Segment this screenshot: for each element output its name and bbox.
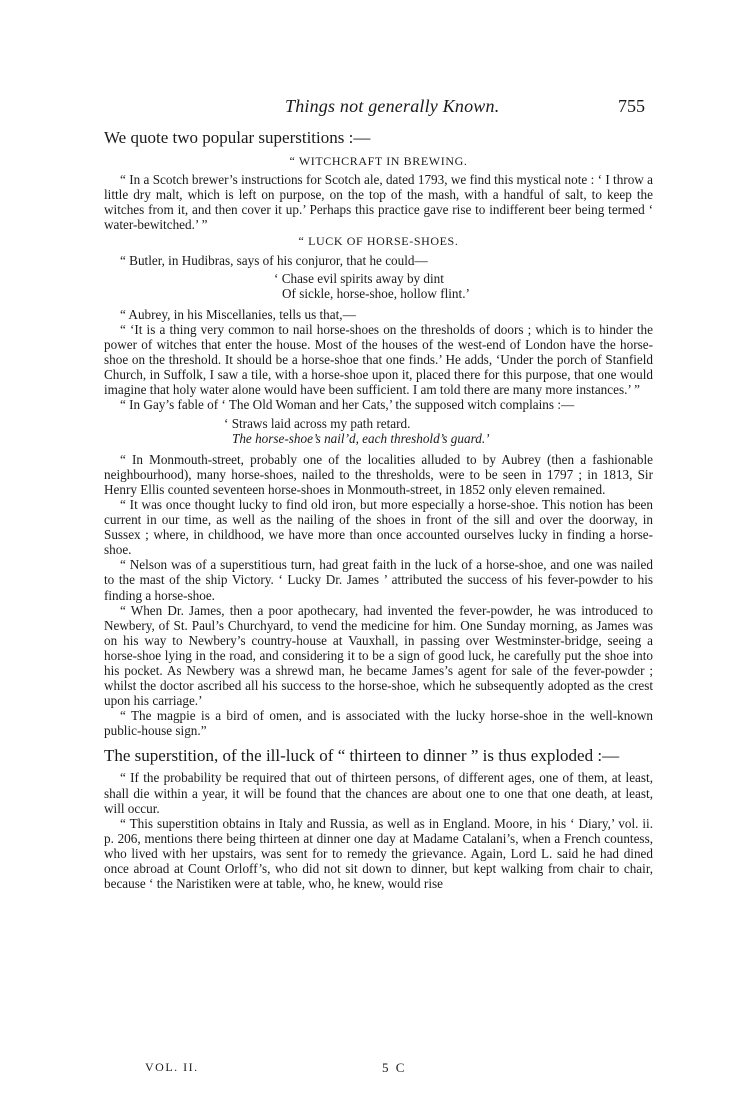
paragraph-nelson: “ Nelson was of a superstitious turn, had great faith in the luck of a horse-shoe, and one was nailed to the mast of the ship Victory. ‘ Lucky Dr. James ’ attributed the success of his fever-powder to his finding a horse-shoe.: [104, 557, 653, 603]
page-footer: [0, 1060, 743, 1078]
verse-line: Of sickle, horse-shoe, hollow flint.’: [282, 285, 470, 301]
paragraph-probability: “ If the probability be required that out of thirteen persons, of different ages, one of them, at least, shall die within a year, it will be found that the chances are about one to one that one death, at least, will occur.: [104, 770, 653, 816]
paragraph-gay: “ In Gay’s fable of ‘ The Old Woman and her Cats,’ the supposed witch complains :—: [120, 397, 575, 413]
paragraph-witchcraft: “ In a Scotch brewer’s instructions for Scotch ale, dated 1793, we find this mystical note : ‘ I throw a little dry malt, which is left on purpose, on the top of the mash, with a handful of salt, to keep the witches from it, and then cover it up.’ Perhaps this practice gave rise to indifferent beer being termed ‘ water-bewitched.’ ”: [104, 172, 653, 233]
page-number: 755: [618, 96, 645, 116]
verse-line: ‘ Straws laid across my path retard.: [224, 415, 411, 431]
intro-line: We quote two popular superstitions :—: [104, 128, 371, 147]
verse-gay: [104, 416, 653, 446]
section-heading-horse-shoes: “ LUCK OF HORSE-SHOES.: [298, 234, 459, 249]
paragraph-aubrey-quote: “ ‘It is a thing very common to nail horse-shoes on the thresholds of doors ; which is to hinder the power of witches that enter the house. Most of the houses of the west-end of London have the horse-shoe on the threshold. It should be a horse-shoe that one finds.’ He adds, ‘Under the porch of Stanfield Church, in Suffolk, I saw a tile, with a horse-shoe upon it, placed there for this purpose, that one would imagine that holy water alone would have been sufficient. I am told there are many more instances.’ ”: [104, 321, 653, 398]
verse-line: ‘ Chase evil spirits away by dint: [274, 270, 444, 286]
intro-thirteen: The superstition, of the ill-luck of “ thirteen to dinner ” is thus exploded :—: [104, 746, 620, 766]
paragraph-monmouth: “ In Monmouth-street, probably one of the localities alluded to by Aubrey (then a fashionable neighbourhood), many horse-shoes, nailed to the thresholds, were to be seen in 1797 ; in 1813, Sir Henry Ellis counted seventeen horse-shoes in Monmouth-street, in 1852 only eleven remained.: [104, 451, 653, 497]
signature-mark: 5 C: [382, 1060, 407, 1075]
paragraph-aubrey: “ Aubrey, in his Miscellanies, tells us that,—: [120, 306, 356, 322]
page-body: [104, 128, 653, 891]
page-header: [0, 96, 743, 120]
verse-hudibras: [104, 271, 653, 301]
paragraph-butler: “ Butler, in Hudibras, says of his conjuror, that he could—: [120, 252, 428, 268]
paragraph-old-iron: “ It was once thought lucky to find old iron, but more especially a horse-shoe. This notion has been current in our time, as well as the nailing of the shoes in front of the sill and over the doorway, in Sussex ; where, in childhood, we have more than once accounted ourselves lucky in finding a horse-shoe.: [104, 496, 653, 558]
section-heading-witchcraft: “ WITCHCRAFT IN BREWING.: [289, 154, 468, 168]
paragraph-dr-james: “ When Dr. James, then a poor apothecary, had invented the fever-powder, he was introduced to Newbery, of St. Paul’s Churchyard, to vend the medicine for him. One Sunday morning, as James was on his way to Newbery’s country-house at Vauxhall, in passing over Westminster-bridge, seeing a horse-shoe lying in the road, and considering it to be a sign of good luck, he carefully put the shoe into his pocket. As Newbery was a shrewd man, he became James’s agent for sale of the fever-powder ; whilst the doctor ascribed all his success to the horse-shoe, which he subsequently adopted as the crest upon his carriage.’: [104, 602, 653, 709]
verse-line: The horse-shoe’s nail’d, each threshold’s guard.’: [232, 430, 490, 446]
running-title: Things not generally Known.: [285, 96, 500, 116]
paragraph-italy-russia: “ This superstition obtains in Italy and Russia, as well as in England. Moore, in his ‘ Diary,’ vol. ii. p. 206, mentions there being thirteen at dinner one day at Madame Catalani’s, when a French countess, who lived with her upstairs, was sent for to remedy the grievance. Again, Lord L. said he had dined once abroad at Count Orloff’s, who did not sit down to dinner, but kept walking from chair to chair, because ‘ the Naristiken were at table, who, he knew, would rise: [104, 815, 653, 892]
paragraph-magpie: “ The magpie is a bird of omen, and is associated with the lucky horse-shoe in the well-known public-house sign.”: [104, 708, 653, 739]
volume-mark: VOL. II.: [145, 1060, 199, 1074]
